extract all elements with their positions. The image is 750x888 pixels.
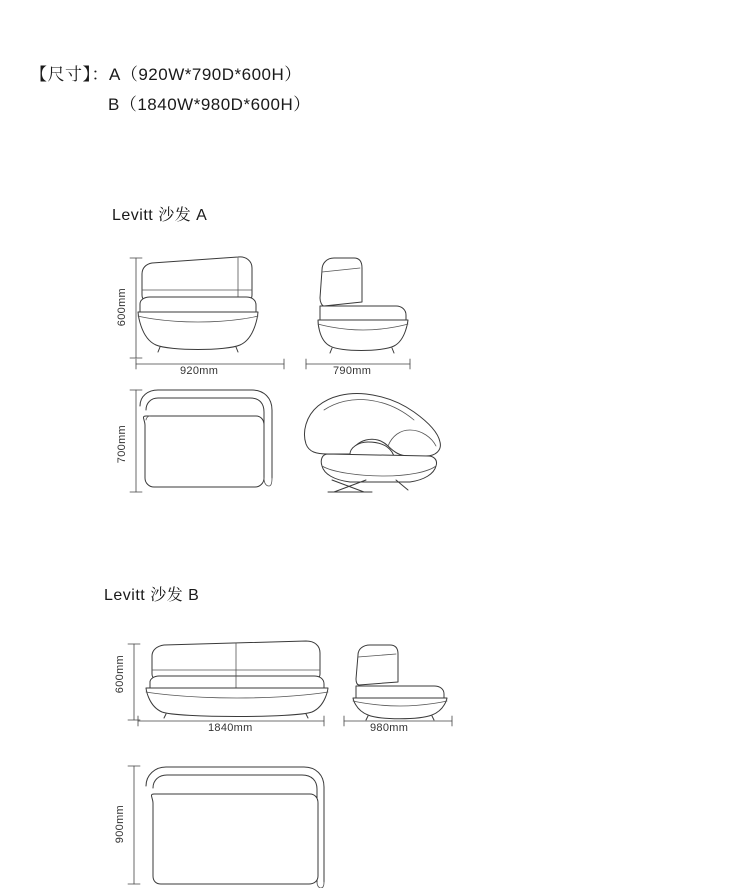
- dim-arrow-b-plan-depth: [126, 766, 142, 884]
- section-title-b: Levitt 沙发 B: [104, 587, 200, 604]
- size-spec-block: [30, 60, 311, 120]
- section-title-a: Levitt 沙发 A: [112, 207, 208, 224]
- dim-arrow-a-plan-depth: [128, 390, 144, 492]
- drawing-sofa-a-side-elevation: [310, 250, 420, 360]
- dim-label-b-plan-depth: 900mm: [114, 805, 126, 844]
- size-spec-line-b: [30, 90, 311, 120]
- drawing-sofa-a-top-plan: [130, 386, 290, 498]
- dim-label-a-plan-depth: 700mm: [116, 425, 128, 464]
- drawing-sofa-b-top-plan: [140, 762, 330, 888]
- drawing-sofa-a-front-elevation: [130, 250, 290, 360]
- dim-arrow-a-front-height: [128, 258, 144, 358]
- drawing-sofa-b-front-elevation: [140, 638, 330, 720]
- dim-arrow-b-front-height: [126, 644, 142, 720]
- dim-label-a-side-depth: 790mm: [333, 365, 372, 377]
- dim-label-a-front-width: 920mm: [180, 365, 219, 377]
- size-spec-value-a: A（920W*790D*600H）: [109, 65, 302, 84]
- dim-label-b-front-width: 1840mm: [208, 722, 253, 734]
- size-spec-value-b: B（1840W*980D*600H）: [108, 95, 311, 114]
- dim-label-b-side-depth: 980mm: [370, 722, 409, 734]
- dim-label-b-front-height: 600mm: [114, 655, 126, 694]
- drawing-sofa-b-side-elevation: [346, 640, 458, 720]
- dim-label-a-front-height: 600mm: [116, 288, 128, 327]
- size-spec-prefix: 【尺寸】：: [30, 65, 109, 84]
- size-spec-line-a: [30, 60, 311, 90]
- drawing-sofa-a-perspective: [288, 388, 460, 498]
